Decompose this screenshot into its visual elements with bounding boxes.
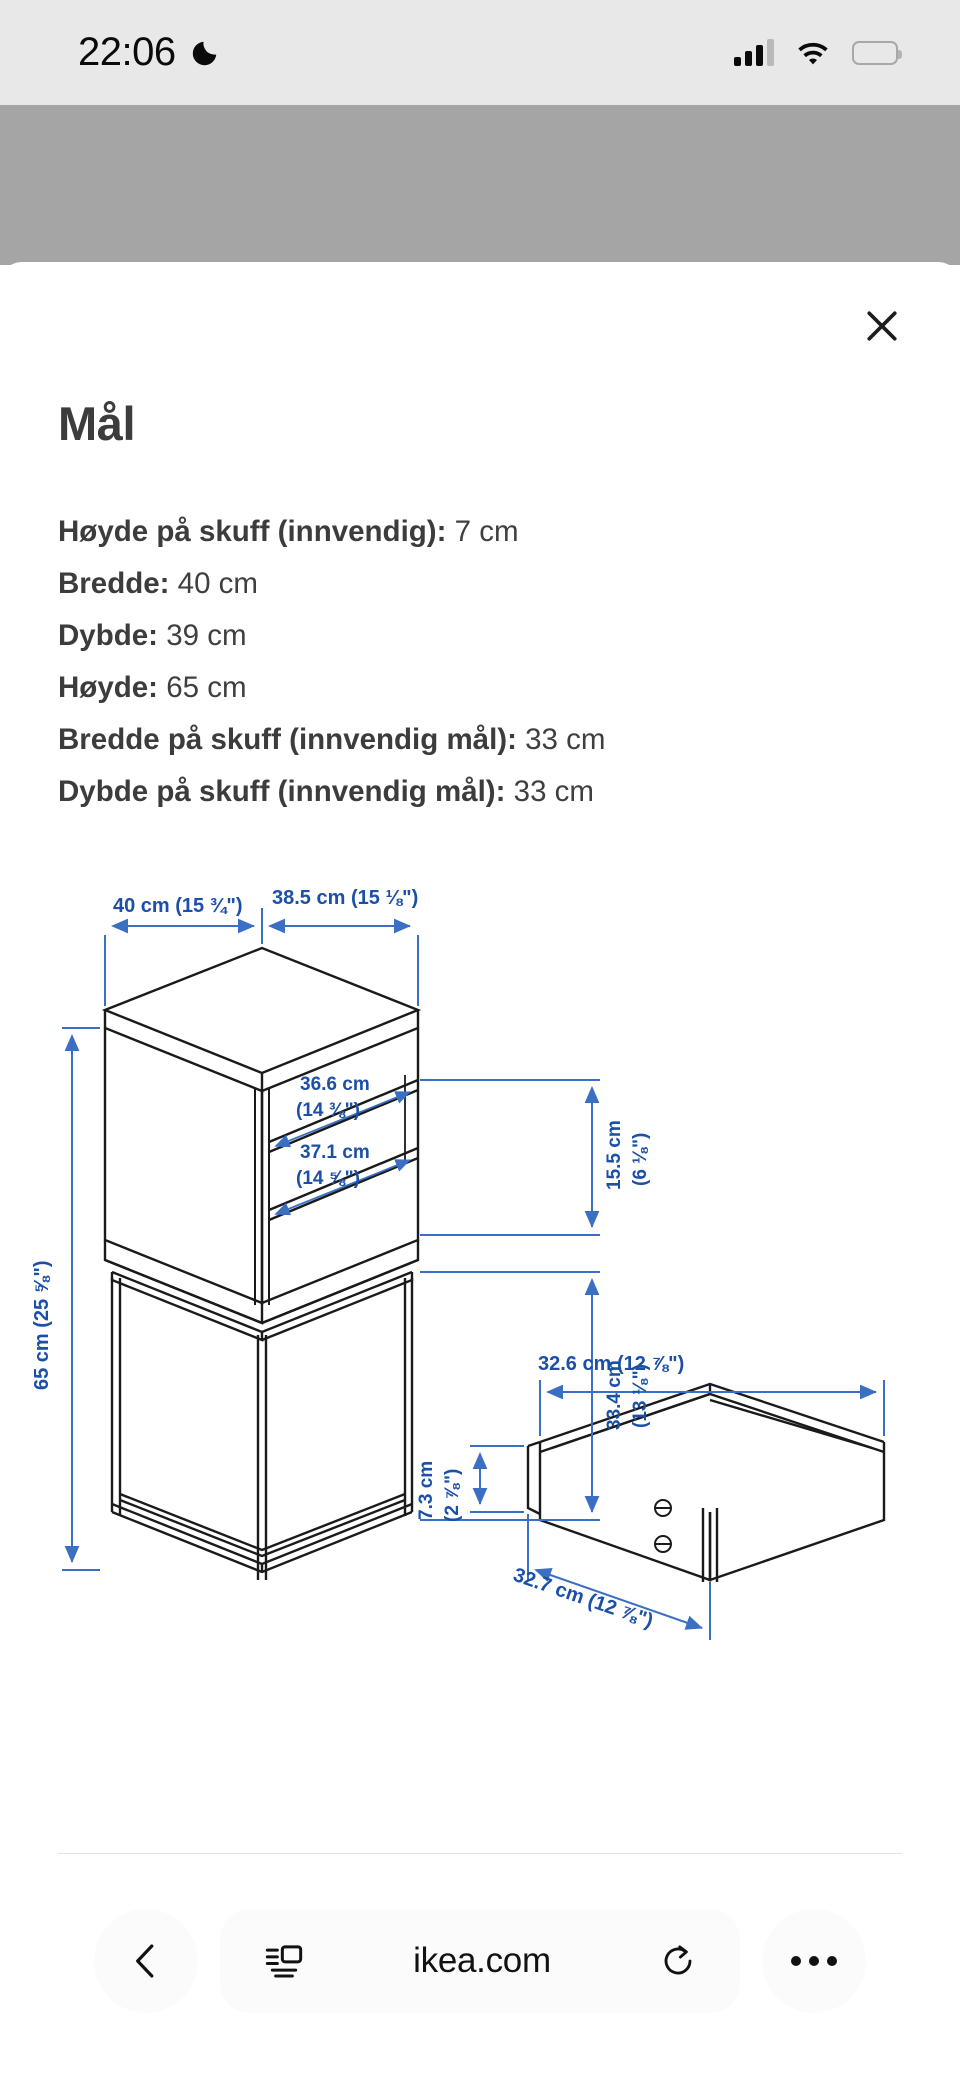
specification-list — [58, 506, 908, 818]
spec-label: Dybde på skuff (innvendig mål): — [58, 774, 506, 808]
page-title: Mål — [58, 397, 136, 450]
spec-label: Høyde: — [58, 670, 158, 704]
spec-label: Bredde: — [58, 566, 170, 600]
spec-value: 7 cm — [454, 514, 519, 548]
spec-row — [58, 610, 908, 662]
dim-label-frame-height: 33.4 cm — [604, 1360, 625, 1430]
status-bar — [0, 0, 960, 105]
sheet-content — [58, 398, 908, 818]
dim-label-drawer-section-height-inch: (6 ⅛") — [630, 1132, 651, 1186]
spec-value: 39 cm — [166, 618, 247, 652]
dim-label-drawer-section-height: 15.5 cm — [604, 1120, 625, 1190]
dim-label-drawer-front-upper-inch: (14 ⅜") — [296, 1100, 360, 1121]
dim-label-drawer-box-width: 32.6 cm (12 ⅞") — [538, 1353, 685, 1375]
dim-label-drawer-box-depth: 32.7 cm (12 ⅞") — [510, 1563, 656, 1633]
product-dimensions-diagram — [0, 880, 960, 1830]
status-bar-right — [734, 40, 898, 66]
close-icon[interactable] — [854, 298, 910, 354]
address-bar[interactable] — [220, 1909, 740, 2013]
wifi-icon — [796, 40, 830, 66]
dim-label-frame-height-inch: (13 ⅛") — [630, 1364, 651, 1428]
dim-label-drawer-front-lower-inch: (14 ⅝") — [296, 1168, 360, 1189]
spec-row — [58, 662, 908, 714]
modal-backdrop[interactable] — [0, 105, 960, 265]
dim-label-drawer-box-height: 7.3 cm — [416, 1460, 437, 1520]
back-button[interactable] — [94, 1909, 198, 2013]
spec-value: 33 cm — [525, 722, 606, 756]
spec-value: 40 cm — [177, 566, 259, 600]
dim-label-total-height: 65 cm (25 ⅝") — [31, 1260, 53, 1390]
spec-row — [58, 766, 908, 818]
spec-row — [58, 558, 908, 610]
spec-label: Dybde: — [58, 618, 158, 652]
more-button[interactable] — [762, 1909, 866, 2013]
section-divider — [58, 1853, 902, 1854]
dim-label-drawer-front-lower: 37.1 cm — [300, 1142, 370, 1163]
dim-label-depth-top-right: 38.5 cm (15 ⅛") — [272, 887, 419, 909]
status-bar-clock: 22:06 — [78, 30, 176, 74]
close-icon-glyph — [865, 309, 899, 343]
moon-icon — [190, 38, 220, 68]
dim-label-drawer-front-upper: 36.6 cm — [300, 1074, 370, 1095]
reload-icon[interactable] — [660, 1943, 696, 1979]
spec-value: 33 cm — [513, 774, 595, 808]
reader-view-icon[interactable] — [264, 1941, 304, 1981]
browser-toolbar — [0, 1896, 960, 2026]
spec-row — [58, 506, 908, 558]
ellipsis-icon — [791, 1956, 837, 1966]
spec-value: 65 cm — [166, 670, 247, 704]
chevron-left-icon — [126, 1941, 166, 1981]
spec-row — [58, 714, 908, 766]
address-bar-domain: ikea.com — [413, 1941, 551, 1980]
status-bar-left — [78, 30, 220, 75]
battery-full-icon — [852, 41, 898, 65]
dim-label-width-top-left: 40 cm (15 ¾") — [113, 895, 243, 917]
spec-label: Bredde på skuff (innvendig mål): — [58, 722, 517, 756]
spec-label: Høyde på skuff (innvendig): — [58, 514, 447, 548]
cellular-signal-icon — [734, 40, 774, 66]
dim-label-drawer-box-height-inch: (2 ⅞") — [442, 1468, 463, 1522]
